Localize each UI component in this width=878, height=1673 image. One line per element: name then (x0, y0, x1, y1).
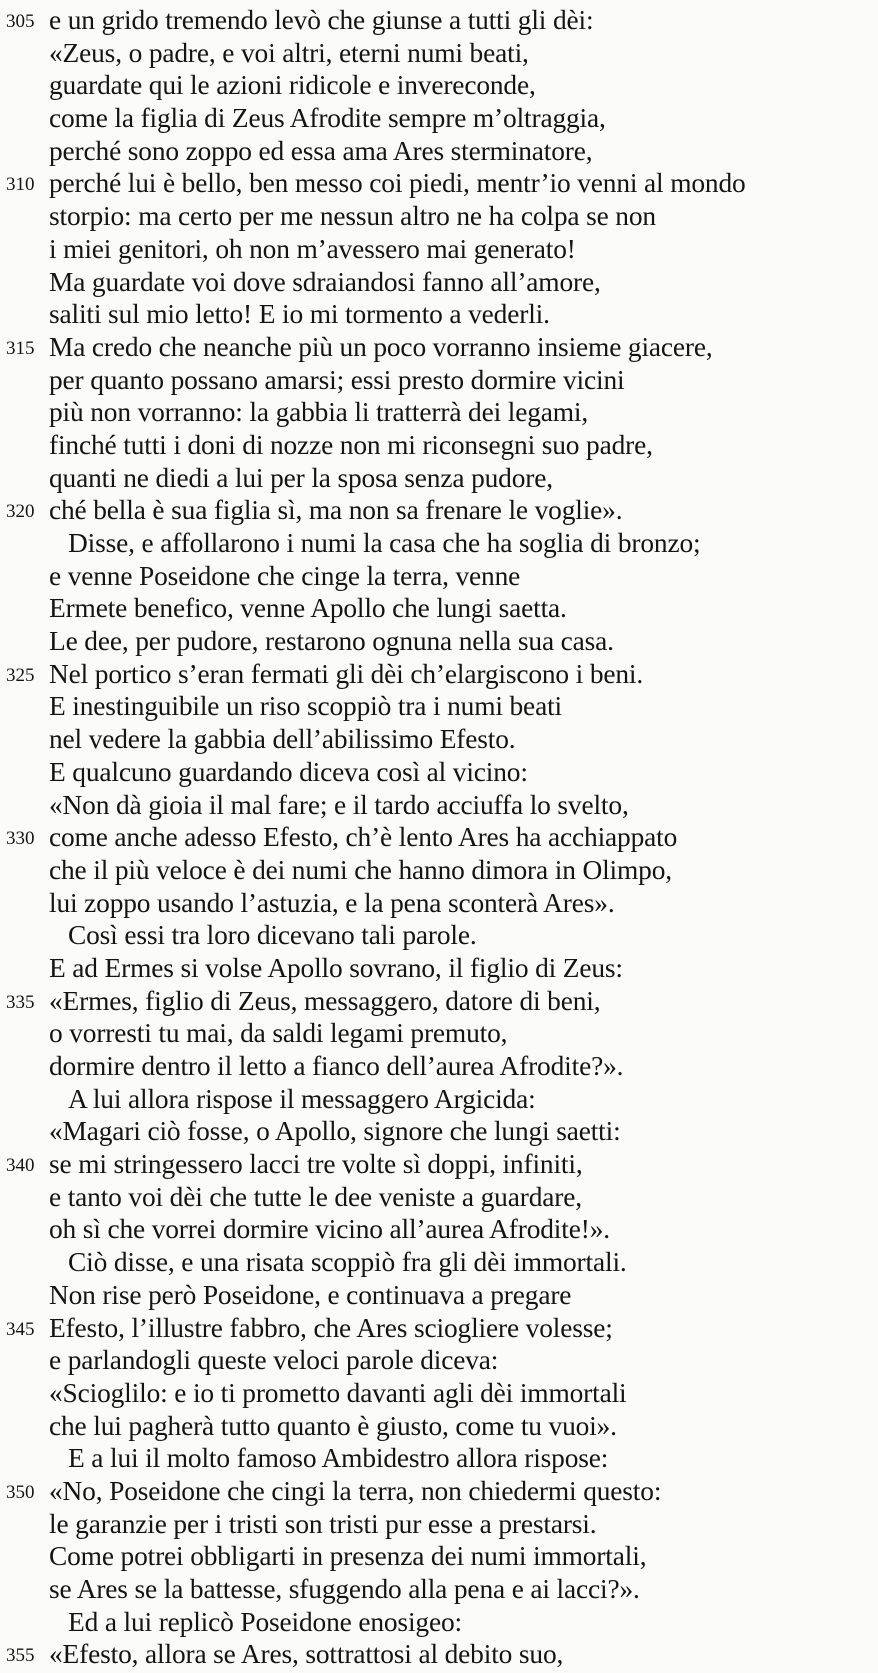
verse-text: lui zoppo usando l’astuzia, e la pena sconterà Ares». (49, 887, 615, 918)
verse-text: finché tutti i doni di nozze non mi riconsegni suo padre, (49, 429, 653, 460)
verse-text: se Ares se la battesse, sfuggendo alla pena e ai lacci?». (49, 1574, 640, 1604)
verse-text: come la figlia di Zeus Afrodite sempre m’oltraggia, (49, 103, 606, 134)
verse-text: Disse, e affollarono i numi la casa che ha soglia di bronzo; (68, 528, 701, 558)
verse-line (0, 396, 878, 429)
verse-text: Ma guardate voi dove sdraiandosi fanno all’amore, (49, 266, 601, 297)
line-number: 330 (6, 828, 35, 850)
line-number: 345 (6, 1318, 35, 1340)
verse-line (0, 592, 878, 625)
verse-line (0, 1246, 878, 1279)
verse-text: che lui pagherà tutto quanto è giusto, come tu vuoi». (49, 1410, 617, 1441)
verse-line (0, 821, 878, 854)
line-number: 320 (6, 501, 35, 523)
verse-line (0, 494, 878, 527)
verse-line (0, 200, 878, 233)
verse-line (0, 690, 878, 723)
verse-text: Ed a lui replicò Poseidone enosigeo: (68, 1606, 462, 1637)
line-number: 350 (6, 1481, 35, 1503)
verse-text: quanti ne diedi a lui per la sposa senza pudore, (49, 462, 553, 493)
poem-text (0, 4, 878, 1671)
verse-line (0, 854, 878, 887)
verse-line (0, 560, 878, 593)
verse-text: E ad Ermes si volse Apollo sovrano, il figlio di Zeus: (49, 952, 623, 983)
verse-text: e tanto voi dèi che tutte le dee veniste a guardare, (49, 1181, 582, 1212)
verse-text: «Ermes, figlio di Zeus, messaggero, datore di beni, (49, 985, 601, 1016)
verse-text: Così essi tra loro dicevano tali parole. (68, 920, 477, 951)
verse-line (0, 1312, 878, 1345)
verse-text: guardate qui le azioni ridicole e invereconde, (49, 70, 536, 101)
verse-line (0, 1638, 878, 1671)
verse-text: Nel portico s’eran fermati gli dèi ch’elargiscono i beni. (49, 658, 644, 689)
verse-text: per quanto possano amarsi; essi presto dormire vicini (49, 364, 625, 395)
line-number: 310 (6, 174, 35, 196)
verse-line (0, 1540, 878, 1573)
verse-text: Ciò disse, e una risata scoppiò fra gli dèi immortali. (68, 1247, 627, 1278)
verse-line (0, 4, 878, 37)
line-number: 325 (6, 664, 35, 686)
verse-line (0, 1083, 878, 1116)
verse-text: «Efesto, allora se Ares, sottrattosi al debito suo, (49, 1639, 564, 1670)
verse-text: «Zeus, o padre, e voi altri, eterni numi beati, (49, 37, 529, 68)
line-number: 340 (6, 1155, 35, 1177)
verse-text: E inestinguibile un riso scoppiò tra i numi beati (49, 691, 562, 722)
verse-line (0, 266, 878, 299)
verse-line (0, 69, 878, 102)
verse-line (0, 364, 878, 397)
verse-line (0, 1050, 878, 1083)
verse-line (0, 1181, 878, 1214)
verse-text: Ermete benefico, venne Apollo che lungi saetta. (49, 593, 567, 624)
verse-line (0, 462, 878, 495)
verse-text: E a lui il molto famoso Ambidestro allora rispose: (68, 1443, 609, 1474)
verse-line (0, 1377, 878, 1410)
verse-line (0, 37, 878, 70)
verse-text: nel vedere la gabbia dell’abilissimo Efesto. (49, 724, 516, 755)
verse-text: e parlandogli queste veloci parole diceva: (49, 1345, 499, 1376)
verse-line (0, 331, 878, 364)
verse-line (0, 887, 878, 920)
verse-line (0, 429, 878, 462)
verse-text: Non rise però Poseidone, e continuava a pregare (49, 1279, 572, 1310)
verse-text: e un grido tremendo levò che giunse a tutti gli dèi: (49, 5, 594, 35)
verse-line (0, 1475, 878, 1508)
verse-line (0, 1115, 878, 1148)
verse-line (0, 1279, 878, 1312)
verse-line (0, 1344, 878, 1377)
verse-line (0, 1508, 878, 1541)
verse-line (0, 1148, 878, 1181)
verse-line (0, 233, 878, 266)
verse-text: che il più veloce è dei numi che hanno dimora in Olimpo, (49, 854, 672, 885)
line-number: 355 (6, 1645, 35, 1667)
verse-text: ché bella è sua figlia sì, ma non sa frenare le voglie». (49, 495, 623, 526)
verse-line (0, 167, 878, 200)
verse-text: «Scioglilo: e io ti prometto davanti agli dèi immortali (49, 1377, 627, 1408)
verse-line (0, 1573, 878, 1606)
verse-text: Ma credo che neanche più un poco vorranno insieme giacere, (49, 331, 713, 362)
line-number: 335 (6, 991, 35, 1013)
verse-line (0, 1442, 878, 1475)
verse-line (0, 298, 878, 331)
verse-text: Come potrei obbligarti in presenza dei numi immortali, (49, 1541, 647, 1572)
verse-line (0, 919, 878, 952)
verse-text: E qualcuno guardando diceva così al vicino: (49, 756, 528, 787)
verse-text: perché sono zoppo ed essa ama Ares sterminatore, (49, 135, 593, 166)
line-number: 305 (6, 11, 35, 32)
verse-text: «No, Poseidone che cingi la terra, non chiedermi questo: (49, 1475, 662, 1506)
verse-line (0, 102, 878, 135)
verse-text: perché lui è bello, ben messo coi piedi, mentr’io venni al mondo (49, 168, 746, 199)
verse-text: A lui allora rispose il messaggero Argicida: (68, 1083, 536, 1114)
verse-text: «Non dà gioia il mal fare; e il tardo acciuffa lo svelto, (49, 789, 629, 820)
verse-line (0, 756, 878, 789)
verse-line (0, 789, 878, 822)
verse-line (0, 658, 878, 691)
verse-text: saliti sul mio letto! E io mi tormento a vederli. (49, 299, 550, 330)
verse-text: dormire dentro il letto a fianco dell’aurea Afrodite?». (49, 1051, 624, 1081)
verse-line (0, 1213, 878, 1246)
verse-text: Le dee, per pudore, restarono ognuna nella sua casa. (49, 626, 614, 657)
verse-line (0, 1410, 878, 1443)
verse-text: come anche adesso Efesto, ch’è lento Ares ha acchiappato (49, 822, 678, 853)
verse-text: oh sì che vorrei dormire vicino all’aurea Afrodite!». (49, 1214, 610, 1245)
verse-text: le garanzie per i tristi son tristi pur esse a prestarsi. (49, 1508, 597, 1539)
verse-line (0, 723, 878, 756)
verse-line (0, 527, 878, 560)
verse-line (0, 1017, 878, 1050)
verse-text: storpio: ma certo per me nessun altro ne ha colpa se non (49, 201, 656, 232)
verse-line (0, 1606, 878, 1639)
verse-text: i miei genitori, oh non m’avessero mai generato! (49, 233, 576, 264)
verse-line (0, 985, 878, 1018)
verse-text: «Magari ciò fosse, o Apollo, signore che lungi saetti: (49, 1116, 621, 1147)
line-number: 315 (6, 337, 35, 359)
verse-text: Efesto, l’illustre fabbro, che Ares sciogliere volesse; (49, 1312, 613, 1343)
verse-line (0, 625, 878, 658)
verse-text: se mi stringessero lacci tre volte sì doppi, infiniti, (49, 1149, 583, 1180)
verse-line (0, 952, 878, 985)
verse-text: più non vorranno: la gabbia li tratterrà dei legami, (49, 397, 589, 428)
verse-text: o vorresti tu mai, da saldi legami premuto, (49, 1018, 508, 1049)
verse-line (0, 135, 878, 168)
verse-text: e venne Poseidone che cinge la terra, venne (49, 560, 521, 591)
